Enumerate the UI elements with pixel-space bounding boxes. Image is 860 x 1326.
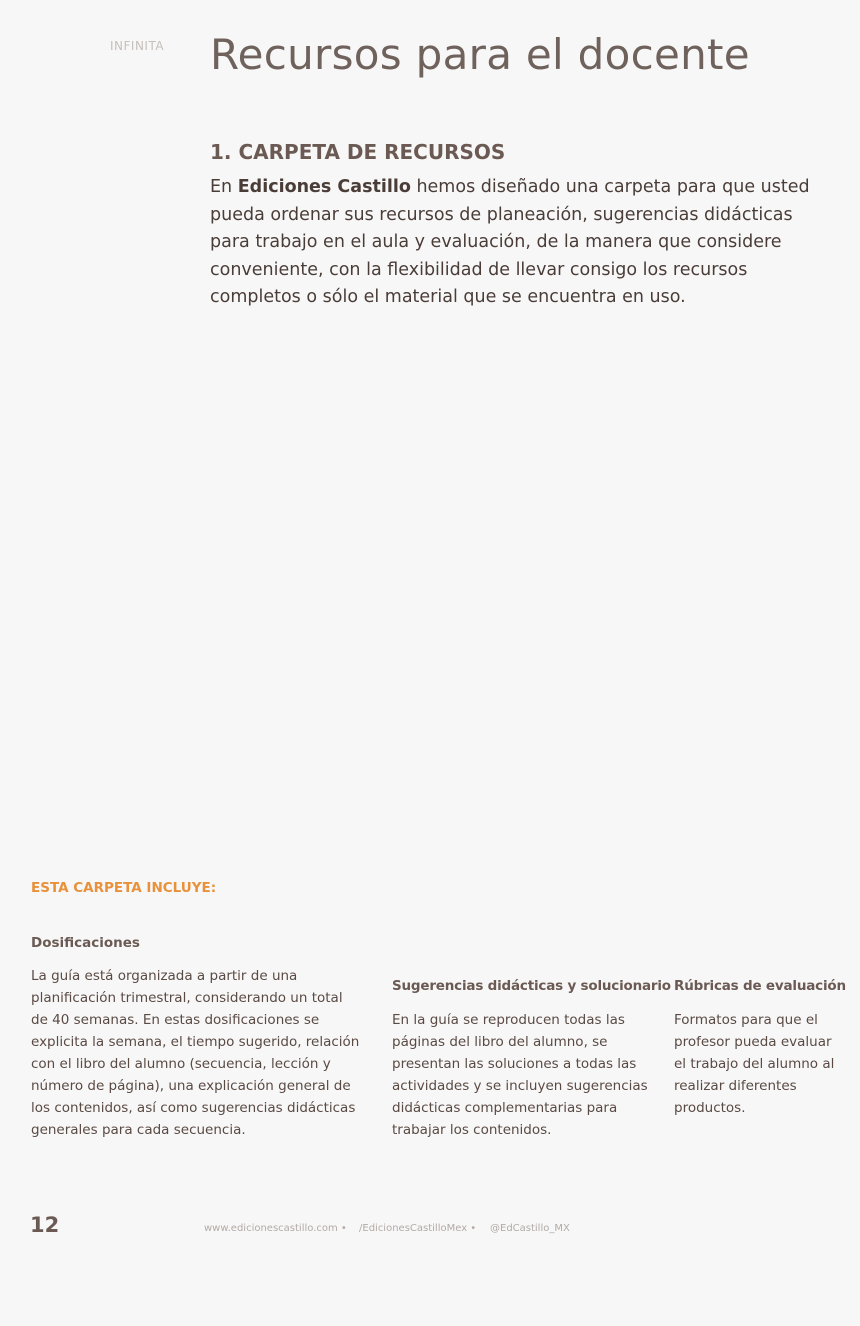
page-title: Recursos para el docente xyxy=(210,30,750,79)
footer-website-link[interactable]: www.edicionescastillo.com • xyxy=(204,1223,347,1234)
publisher-name: Ediciones Castillo xyxy=(237,177,411,197)
intro-prefix: En xyxy=(210,177,238,197)
includes-heading: ESTA CARPETA INCLUYE: xyxy=(31,880,217,896)
intro-paragraph xyxy=(210,174,835,312)
column-text-rubricas: Formatos para que el profesor pueda evaluar el trabajo del alumno al realizar diferentes productos. xyxy=(674,1012,835,1116)
column-title-sugerencias: Sugerencias didácticas y solucionario xyxy=(392,978,671,994)
column-text-sugerencias: En la guía se reproducen todas las páginas del libro del alumno, se presentan las soluciones a todas las actividades y se incluyen sugerencias didácticas complementarias para trabajar los contenidos. xyxy=(392,1012,648,1138)
section-heading: 1. CARPETA DE RECURSOS xyxy=(210,140,506,164)
page-number: 12 xyxy=(30,1213,60,1237)
brand-label: INFINITA xyxy=(110,39,165,53)
intro-text: hemos diseñado una carpeta para que usted pueda ordenar sus recursos de planeación, sugerencias didácticas para trabajo en el aula y evaluación, de la manera que considere conveniente, con la flexibilidad de llevar consigo los recursos completos o sólo el material que se encuentra en uso. xyxy=(210,177,810,307)
footer-twitter-link[interactable]: @EdCastillo_MX xyxy=(490,1223,570,1234)
footer-facebook-link[interactable]: /EdicionesCastilloMex • xyxy=(359,1223,477,1234)
column-title-dosificaciones: Dosificaciones xyxy=(31,935,140,951)
column-title-rubricas: Rúbricas de evaluación xyxy=(674,978,846,994)
column-text-dosificaciones: La guía está organizada a partir de una planificación trimestral, considerando un total de 40 semanas. En estas dosificaciones se explicita la semana, el tiempo sugerido, relación con el libro del alumno (secuencia, lección y número de página), una explicación general de los contenidos, así como sugerencias didácticas generales para cada secuencia. xyxy=(31,968,360,1138)
